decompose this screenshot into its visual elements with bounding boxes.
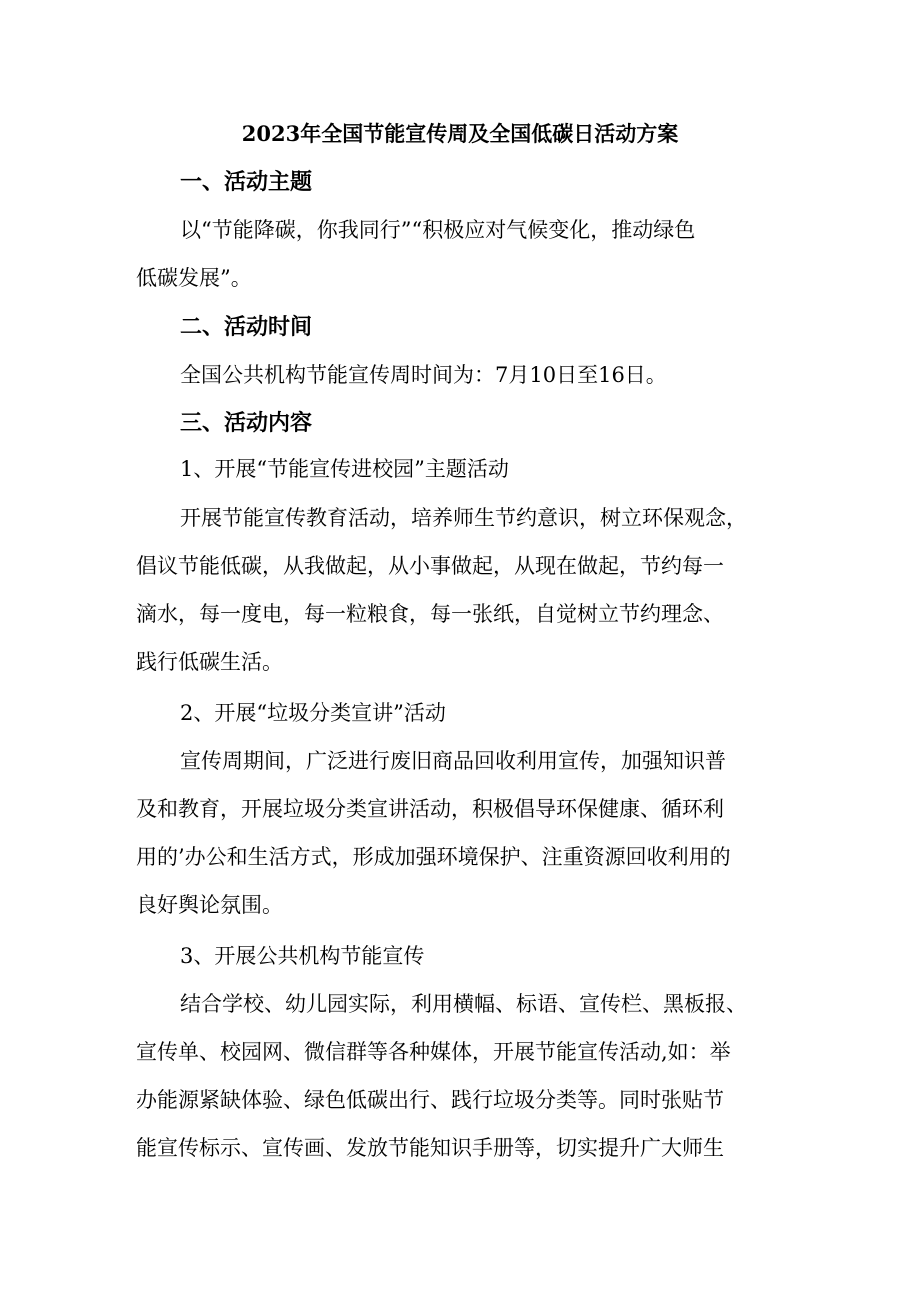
item-title-3: 3、开展公共机构节能宣传 (180, 944, 425, 968)
text-line: 办能源紧缺体验、绿色低碳出行、践行垃圾分类等。同时张贴节 (136, 1088, 724, 1112)
paragraph-time (136, 351, 806, 399)
text-line: 能宣传标示、宣传画、发放节能知识手册等，切实提升广大师生 (136, 1136, 724, 1160)
text-line: 滴水，每一度电，每一粒粮食，每一张纸，自觉树立节约理念、 (136, 602, 724, 626)
section-heading-theme: 一、活动主题 (180, 169, 313, 195)
document-title: 2023年全国节能宣传周及全国低碳日活动方案 (241, 121, 679, 146)
paragraph-item-2 (136, 737, 806, 929)
text-line: 结合学校、幼儿园实际，利用横幅、标语、宣传栏、黑板报、 (180, 992, 747, 1016)
text-line: 宣传单、校园网、微信群等各种媒体，开展节能宣传活动,如：举 (136, 1040, 731, 1064)
item-title-1: 1、开展“节能宣传进校园”主题活动 (180, 457, 509, 481)
text-line: 倡议节能低碳，从我做起，从小事做起，从现在做起，节约每一 (136, 554, 724, 578)
text-line: 开展节能宣传教育活动，培养师生节约意识，树立环保观念， (180, 506, 747, 530)
text-line: 用的’办公和生活方式，形成加强环境保护、注重资源回收利用的 (136, 845, 731, 869)
text-line: 全国公共机构节能宣传周时间为：7月10日至16日。 (180, 363, 667, 387)
text-line: 宣传周期间，广泛进行废旧商品回收利用宣传，加强知识普 (180, 749, 726, 773)
text-line: 以“节能降碳，你我同行”“积极应对气候变化，推动绿色 (180, 218, 696, 242)
paragraph-item-1 (136, 494, 806, 686)
text-line: 低碳发展”。 (136, 266, 252, 290)
item-title-2: 2、开展“垃圾分类宣讲”活动 (180, 701, 446, 725)
text-line: 践行低碳生活。 (136, 650, 283, 674)
paragraph-theme (136, 206, 806, 302)
section-heading-content: 三、活动内容 (180, 410, 313, 436)
text-line: 及和教育，开展垃圾分类宣讲活动，积极倡导环保健康、循环利 (136, 797, 724, 821)
section-heading-time: 二、活动时间 (180, 314, 313, 340)
text-line: 良好舆论氛围。 (136, 893, 283, 917)
paragraph-item-3 (136, 980, 806, 1172)
